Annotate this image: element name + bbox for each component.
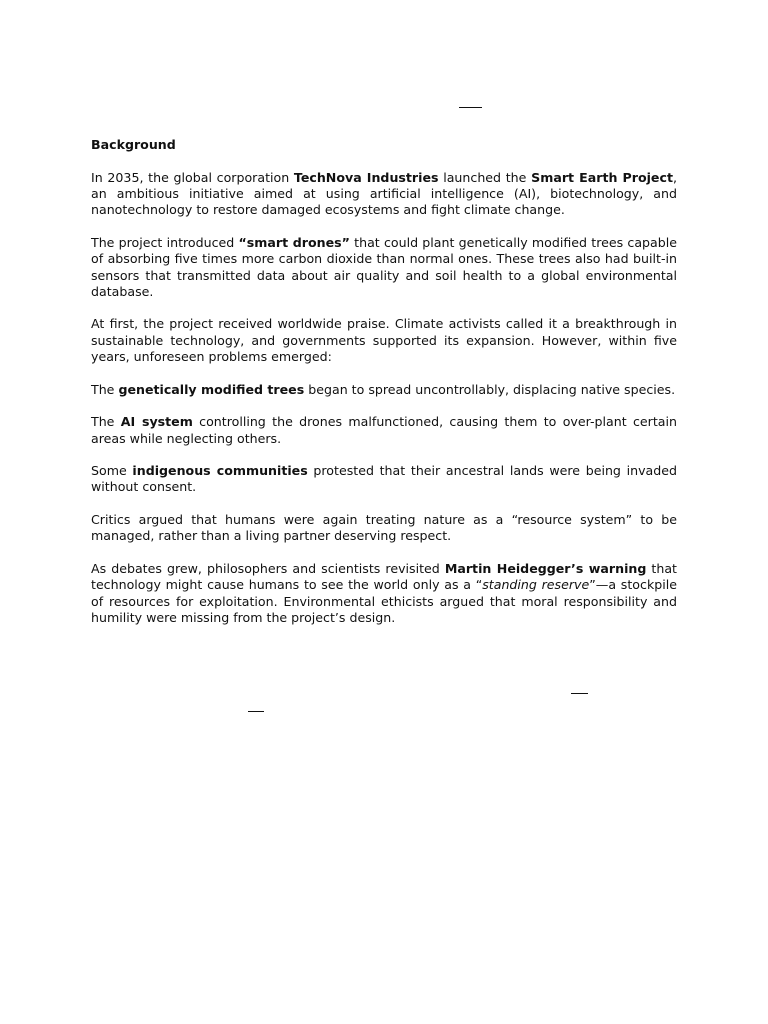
text-run: In 2035, the global corporation — [91, 169, 294, 185]
paragraph — [91, 463, 677, 496]
text-run: launched the — [438, 169, 532, 185]
text-run: Critics argued that humans were again treating nature as a “resource system” to be managed, rather than a living partner deserving respect. — [91, 512, 677, 544]
bold-term: indigenous communities — [132, 463, 308, 479]
bold-term: TechNova Industries — [293, 169, 439, 185]
paragraph — [91, 316, 677, 365]
paragraph-list — [91, 170, 677, 626]
bold-term: genetically modified trees — [118, 381, 305, 397]
paragraph — [91, 235, 677, 300]
document-body — [91, 137, 677, 642]
text-run: controlling the drones malfunctioned, causing them to over-plant certain areas while neglecting others. — [91, 414, 677, 446]
text-run: As debates grew, philosophers and scientists revisited — [91, 560, 445, 576]
text-run: The — [91, 381, 119, 397]
text-run: At first, the project received worldwide praise. Climate activists called it a breakthrough in sustainable technology, and governments supported its expansion. However, within five years, unforeseen problems emerged: — [91, 316, 677, 365]
blank-line-top — [459, 107, 482, 108]
bold-term: “smart drones” — [238, 234, 350, 250]
blank-line-lower — [248, 711, 264, 712]
paragraph — [91, 382, 677, 398]
paragraph — [91, 512, 677, 545]
text-run: The — [91, 414, 121, 430]
bold-term: Martin Heidegger’s warning — [444, 560, 647, 576]
text-run: The project introduced — [91, 234, 239, 250]
paragraph — [91, 561, 677, 626]
text-run: ”—a stockpile of resources for exploitation. Environmental ethicists argued that moral responsibility and humility were missing from the project’s design. — [91, 577, 677, 625]
section-heading: Background — [91, 137, 176, 152]
text-run: protested that their ancestral lands were being invaded without consent. — [91, 463, 677, 495]
text-run: , an ambitious initiative aimed at using artificial intelligence (AI), biotechnology, and nanotechnology to restore damaged ecosystems and fight climate change. — [91, 169, 677, 218]
text-run: began to spread uncontrollably, displacing native species. — [304, 381, 676, 397]
blank-line-middle — [571, 693, 588, 694]
bold-term: Smart Earth Project — [531, 169, 673, 185]
italic-term: standing reserve — [482, 577, 590, 593]
text-run: Some — [91, 463, 133, 479]
text-run: that technology might cause humans to see the world only as a “ — [91, 560, 677, 593]
bold-term: AI system — [120, 414, 193, 430]
text-run: that could plant genetically modified trees capable of absorbing five times more carbon dioxide than normal ones. These trees also had built-in sensors that transmitted data about air quality and soil health to a global environmental database. — [91, 234, 678, 299]
paragraph — [91, 170, 677, 219]
paragraph — [91, 414, 677, 447]
